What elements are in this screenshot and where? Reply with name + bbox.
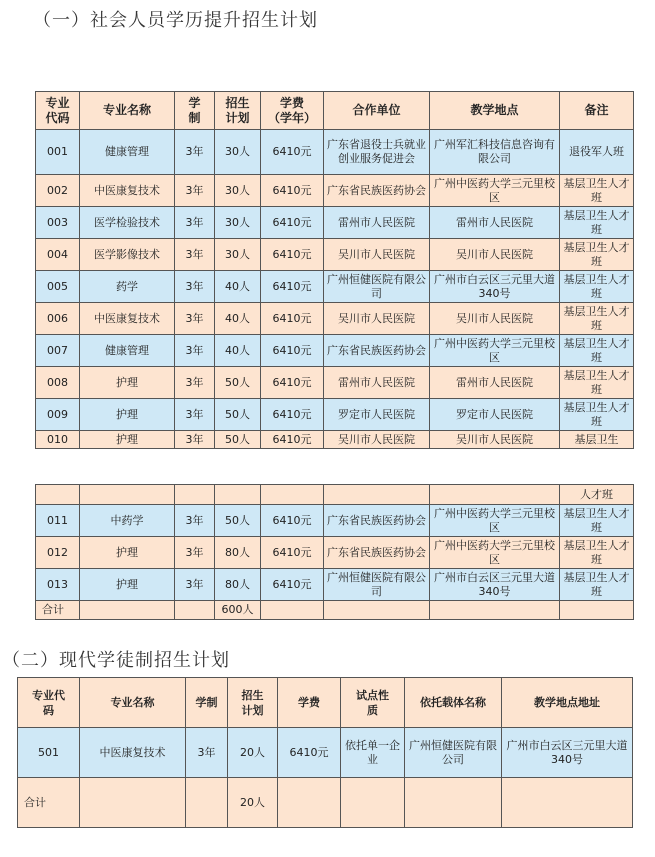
total-label-cell: 合计	[36, 601, 80, 620]
partner-cell: 广东省民族医药协会	[324, 175, 430, 207]
note-cell: 基层卫生人才班	[560, 367, 634, 399]
location-cell: 广州中医药大学三元里校区	[430, 537, 560, 569]
code-cell: 002	[36, 175, 80, 207]
total-plan-cell: 20人	[228, 778, 278, 828]
table-row	[36, 367, 634, 399]
name-cell: 药学	[80, 271, 175, 303]
partner-cell: 吴川市人民医院	[324, 303, 430, 335]
column-header: 备注	[560, 92, 634, 130]
partner-cell: 广东省民族医药协会	[324, 335, 430, 367]
location-cell: 雷州市人民医院	[430, 367, 560, 399]
fee-cell: 6410元	[261, 367, 324, 399]
apprenticeship-table	[17, 677, 633, 828]
location-cell: 吴川市人民医院	[430, 239, 560, 271]
code-cell: 003	[36, 207, 80, 239]
empty-cell	[502, 778, 633, 828]
plan-cell: 50人	[215, 367, 261, 399]
code-cell: 009	[36, 399, 80, 431]
name-cell: 中医康复技术	[80, 303, 175, 335]
table-header-row	[18, 678, 633, 728]
fee-cell: 6410元	[261, 207, 324, 239]
table-row	[36, 569, 634, 601]
plan-cell: 20人	[228, 728, 278, 778]
plan-cell: 30人	[215, 175, 261, 207]
name-cell: 护理	[80, 399, 175, 431]
table-header-row	[36, 92, 634, 130]
empty-cell	[80, 778, 186, 828]
empty-cell	[430, 485, 560, 505]
table-row	[36, 239, 634, 271]
empty-cell	[80, 485, 175, 505]
location-cell: 广州军汇科技信息咨询有限公司	[430, 130, 560, 175]
code-cell: 010	[36, 431, 80, 449]
plan-cell: 30人	[215, 239, 261, 271]
empty-cell	[186, 778, 228, 828]
table-row	[36, 175, 634, 207]
table-row	[36, 431, 634, 449]
code-cell: 005	[36, 271, 80, 303]
column-header: 教学地点	[430, 92, 560, 130]
location-cell: 广州市白云区三元里大道340号	[430, 569, 560, 601]
name-cell: 中药学	[80, 505, 175, 537]
note-cell: 基层卫生人才班	[560, 537, 634, 569]
years-cell: 3年	[175, 399, 215, 431]
table-row-continued	[36, 485, 634, 505]
note-cell: 基层卫生人才班	[560, 399, 634, 431]
plan-cell: 40人	[215, 271, 261, 303]
empty-cell	[36, 485, 80, 505]
name-cell: 中医康复技术	[80, 728, 186, 778]
location-cell: 吴川市人民医院	[430, 303, 560, 335]
table-row	[36, 271, 634, 303]
table-row	[36, 130, 634, 175]
empty-cell	[324, 601, 430, 620]
fee-cell: 6410元	[261, 431, 324, 449]
total-label-cell: 合计	[18, 778, 80, 828]
empty-cell	[278, 778, 341, 828]
location-cell: 广州中医药大学三元里校区	[430, 335, 560, 367]
fee-cell: 6410元	[261, 335, 324, 367]
fee-cell: 6410元	[261, 239, 324, 271]
note-cell: 基层卫生人才班	[560, 505, 634, 537]
name-cell: 中医康复技术	[80, 175, 175, 207]
nature-cell: 依托单一企业	[341, 728, 405, 778]
partner-cell: 吴川市人民医院	[324, 431, 430, 449]
code-cell: 011	[36, 505, 80, 537]
carrier-cell: 广州恒健医院有限公司	[405, 728, 502, 778]
partner-cell: 广东省民族医药协会	[324, 537, 430, 569]
column-header: 试点性 质	[341, 678, 405, 728]
name-cell: 护理	[80, 367, 175, 399]
total-row	[36, 601, 634, 620]
partner-cell: 广州恒健医院有限公司	[324, 569, 430, 601]
column-header: 学费 （学年）	[261, 92, 324, 130]
note-cell: 基层卫生人才班	[560, 569, 634, 601]
empty-cell	[80, 601, 175, 620]
column-header: 专业名称	[80, 678, 186, 728]
years-cell: 3年	[175, 207, 215, 239]
table-row	[36, 399, 634, 431]
location-cell: 广州市白云区三元里大道340号	[430, 271, 560, 303]
column-header: 专业 代码	[36, 92, 80, 130]
location-cell: 雷州市人民医院	[430, 207, 560, 239]
location-cell: 罗定市人民医院	[430, 399, 560, 431]
empty-cell	[215, 485, 261, 505]
code-cell: 004	[36, 239, 80, 271]
column-header: 合作单位	[324, 92, 430, 130]
fee-cell: 6410元	[261, 271, 324, 303]
plan-cell: 80人	[215, 537, 261, 569]
section2-title: （二）现代学徒制招生计划	[2, 650, 230, 671]
empty-cell	[405, 778, 502, 828]
column-header: 专业代 码	[18, 678, 80, 728]
name-cell: 医学检验技术	[80, 207, 175, 239]
partner-cell: 吴川市人民医院	[324, 239, 430, 271]
fee-cell: 6410元	[261, 175, 324, 207]
plan-cell: 50人	[215, 431, 261, 449]
total-plan-cell: 600人	[215, 601, 261, 620]
years-cell: 3年	[175, 303, 215, 335]
empty-cell	[175, 601, 215, 620]
fee-cell: 6410元	[261, 569, 324, 601]
note-cell: 基层卫生	[560, 431, 634, 449]
column-header: 依托载体名称	[405, 678, 502, 728]
years-cell: 3年	[175, 569, 215, 601]
years-cell: 3年	[175, 175, 215, 207]
name-cell: 健康管理	[80, 130, 175, 175]
plan-cell: 50人	[215, 399, 261, 431]
empty-cell	[261, 601, 324, 620]
note-cell: 人才班	[560, 485, 634, 505]
table-row	[36, 537, 634, 569]
fee-cell: 6410元	[278, 728, 341, 778]
column-header: 学费	[278, 678, 341, 728]
years-cell: 3年	[175, 335, 215, 367]
plan-cell: 80人	[215, 569, 261, 601]
note-cell: 基层卫生人才班	[560, 239, 634, 271]
plan-cell: 30人	[215, 130, 261, 175]
name-cell: 护理	[80, 431, 175, 449]
code-cell: 012	[36, 537, 80, 569]
years-cell: 3年	[175, 537, 215, 569]
enrollment-table-1-continued	[35, 484, 634, 620]
years-cell: 3年	[175, 505, 215, 537]
years-cell: 3年	[175, 239, 215, 271]
years-cell: 3年	[175, 367, 215, 399]
partner-cell: 广州恒健医院有限公司	[324, 271, 430, 303]
enrollment-table-1	[35, 91, 634, 449]
fee-cell: 6410元	[261, 130, 324, 175]
partner-cell: 雷州市人民医院	[324, 367, 430, 399]
fee-cell: 6410元	[261, 303, 324, 335]
years-cell: 3年	[175, 271, 215, 303]
years-cell: 3年	[175, 130, 215, 175]
partner-cell: 广东省退役士兵就业创业服务促进会	[324, 130, 430, 175]
note-cell: 基层卫生人才班	[560, 335, 634, 367]
location-cell: 广州中医药大学三元里校区	[430, 505, 560, 537]
years-cell: 3年	[175, 431, 215, 449]
plan-cell: 30人	[215, 207, 261, 239]
note-cell: 基层卫生人才班	[560, 303, 634, 335]
empty-cell	[175, 485, 215, 505]
name-cell: 健康管理	[80, 335, 175, 367]
plan-cell: 40人	[215, 335, 261, 367]
note-cell: 基层卫生人才班	[560, 175, 634, 207]
partner-cell: 广东省民族医药协会	[324, 505, 430, 537]
table-row	[18, 728, 633, 778]
column-header: 招生 计划	[228, 678, 278, 728]
table-row	[36, 505, 634, 537]
column-header: 专业名称	[80, 92, 175, 130]
column-header: 教学地点地址	[502, 678, 633, 728]
location-cell: 吴川市人民医院	[430, 431, 560, 449]
column-header: 招生 计划	[215, 92, 261, 130]
location-cell: 广州市白云区三元里大道340号	[502, 728, 633, 778]
years-cell: 3年	[186, 728, 228, 778]
name-cell: 护理	[80, 569, 175, 601]
plan-cell: 50人	[215, 505, 261, 537]
table-row	[36, 335, 634, 367]
partner-cell: 罗定市人民医院	[324, 399, 430, 431]
name-cell: 护理	[80, 537, 175, 569]
table-row	[36, 207, 634, 239]
fee-cell: 6410元	[261, 399, 324, 431]
total-row	[18, 778, 633, 828]
location-cell: 广州中医药大学三元里校区	[430, 175, 560, 207]
note-cell: 基层卫生人才班	[560, 271, 634, 303]
partner-cell: 雷州市人民医院	[324, 207, 430, 239]
table-row	[36, 303, 634, 335]
fee-cell: 6410元	[261, 505, 324, 537]
empty-cell	[560, 601, 634, 620]
note-cell: 基层卫生人才班	[560, 207, 634, 239]
empty-cell	[430, 601, 560, 620]
plan-cell: 40人	[215, 303, 261, 335]
empty-cell	[341, 778, 405, 828]
section1-title: （一）社会人员学历提升招生计划	[33, 10, 318, 31]
fee-cell: 6410元	[261, 537, 324, 569]
column-header: 学 制	[175, 92, 215, 130]
code-cell: 501	[18, 728, 80, 778]
empty-cell	[261, 485, 324, 505]
code-cell: 008	[36, 367, 80, 399]
code-cell: 001	[36, 130, 80, 175]
note-cell: 退役军人班	[560, 130, 634, 175]
column-header: 学制	[186, 678, 228, 728]
code-cell: 007	[36, 335, 80, 367]
empty-cell	[324, 485, 430, 505]
code-cell: 013	[36, 569, 80, 601]
name-cell: 医学影像技术	[80, 239, 175, 271]
code-cell: 006	[36, 303, 80, 335]
